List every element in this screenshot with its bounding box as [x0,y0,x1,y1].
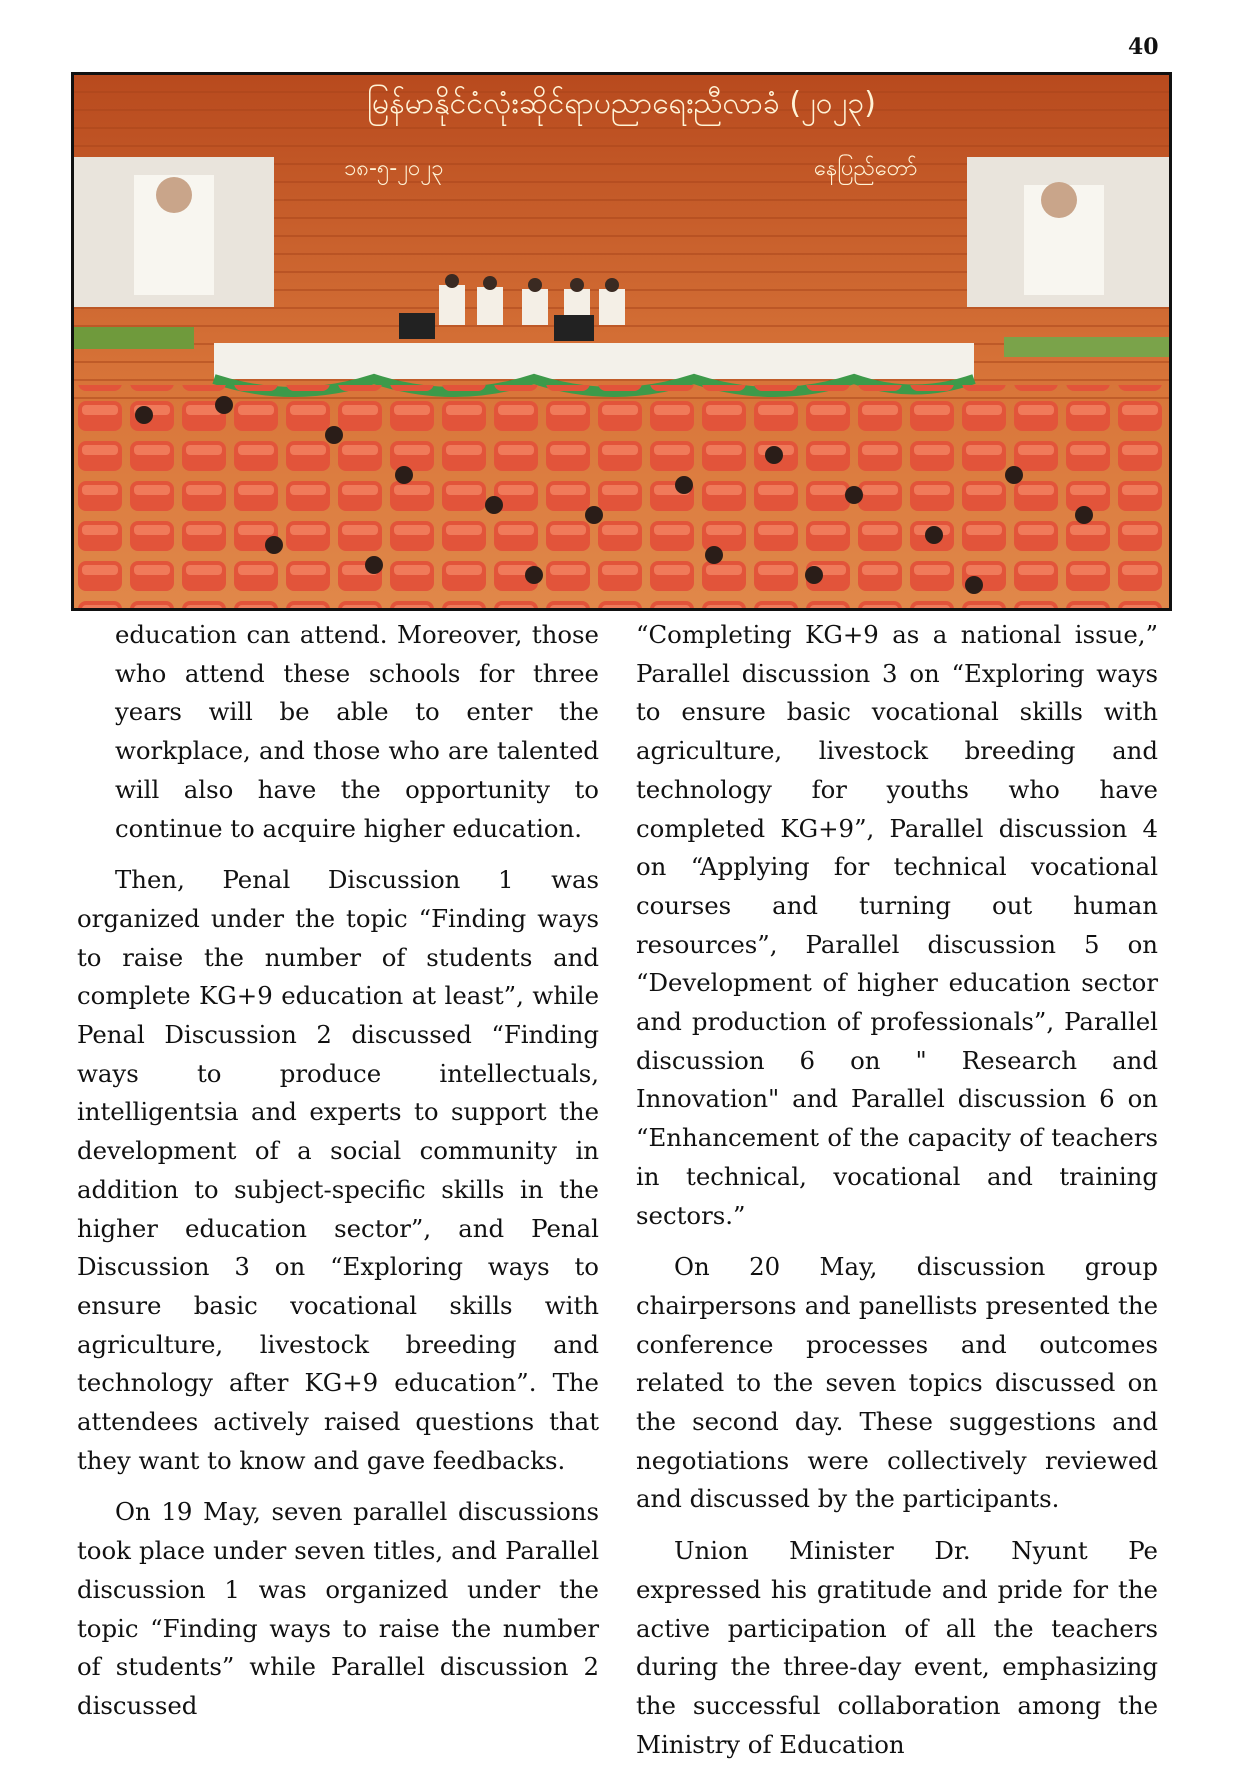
banner-date: ၁၈-၅-၂၀၂၃ [344,156,444,181]
stage-skirt [214,343,974,379]
paragraph: “Completing KG+9 as a national issue,” Parallel discussion 3 on “Exploring ways to ensure basic vocational skills with agriculture, livestock breeding and technology for youths who have completed KG+9”, Parallel discussion 4 on “Applying for technical vocational courses and turning out human resources”, Parallel discussion 5 on “Development of higher education sector and production of professionals”, Parallel discussion 6 on " Research and Innovation" and Parallel discussion 6 on “Enhancement of the capacity of teachers in technical, vocational and training sectors.” [636,620,1158,1230]
paragraph: Then, Penal Discussion 1 was organized under the topic “Finding ways to raise the number of students and complete KG+9 education at least”, while Penal Discussion 2 discussed “Finding ways to produce intellectuals, intelligentsia and experts to support the development of a social community in addition to subject-specific skills in the higher education sector”, and Penal Discussion 3 on “Exploring ways to ensure basic vocational skills with agriculture, livestock breeding and technology after KG+9 education”. The attendees actively raised questions that they want to know and gave feedbacks. [77,865,599,1475]
paragraph: On 20 May, discussion group chairpersons and panellists presented the conference processes and outcomes related to the seven topics discussed on the second day. These suggestions and negotiations were collectively reviewed and discussed by the participants. [636,1252,1158,1514]
page-number: 40 [1128,34,1159,60]
conference-hall-photo [71,72,1172,611]
right-column [636,616,1158,1777]
banner-title: မြန်မာနိုင်ငံလုံးဆိုင်ရာပညာရေးညီလာခံ (၂၀၂၃) [367,86,876,121]
paragraph: education can attend. Moreover, those who attend these schools for three years will be able to enter the workplace, and those who are talented will also have the opportunity to continue to acquire higher education. [115,620,599,843]
audience-seats [74,385,1169,608]
paragraph: Union Minister Dr. Nyunt Pe expressed his gratitude and pride for the active participation of all the teachers during the three-day event, emphasizing the successful collaboration among the Ministry of Education [636,1536,1158,1759]
left-column [77,616,599,1739]
paragraph: On 19 May, seven parallel discussions took place under seven titles, and Parallel discussion 1 was organized under the topic “Finding ways to raise the number of students” while Parallel discussion 2 discussed [77,1497,599,1720]
conference-scene [74,75,1169,608]
banner-place: နေပြည်တော် [814,156,918,181]
